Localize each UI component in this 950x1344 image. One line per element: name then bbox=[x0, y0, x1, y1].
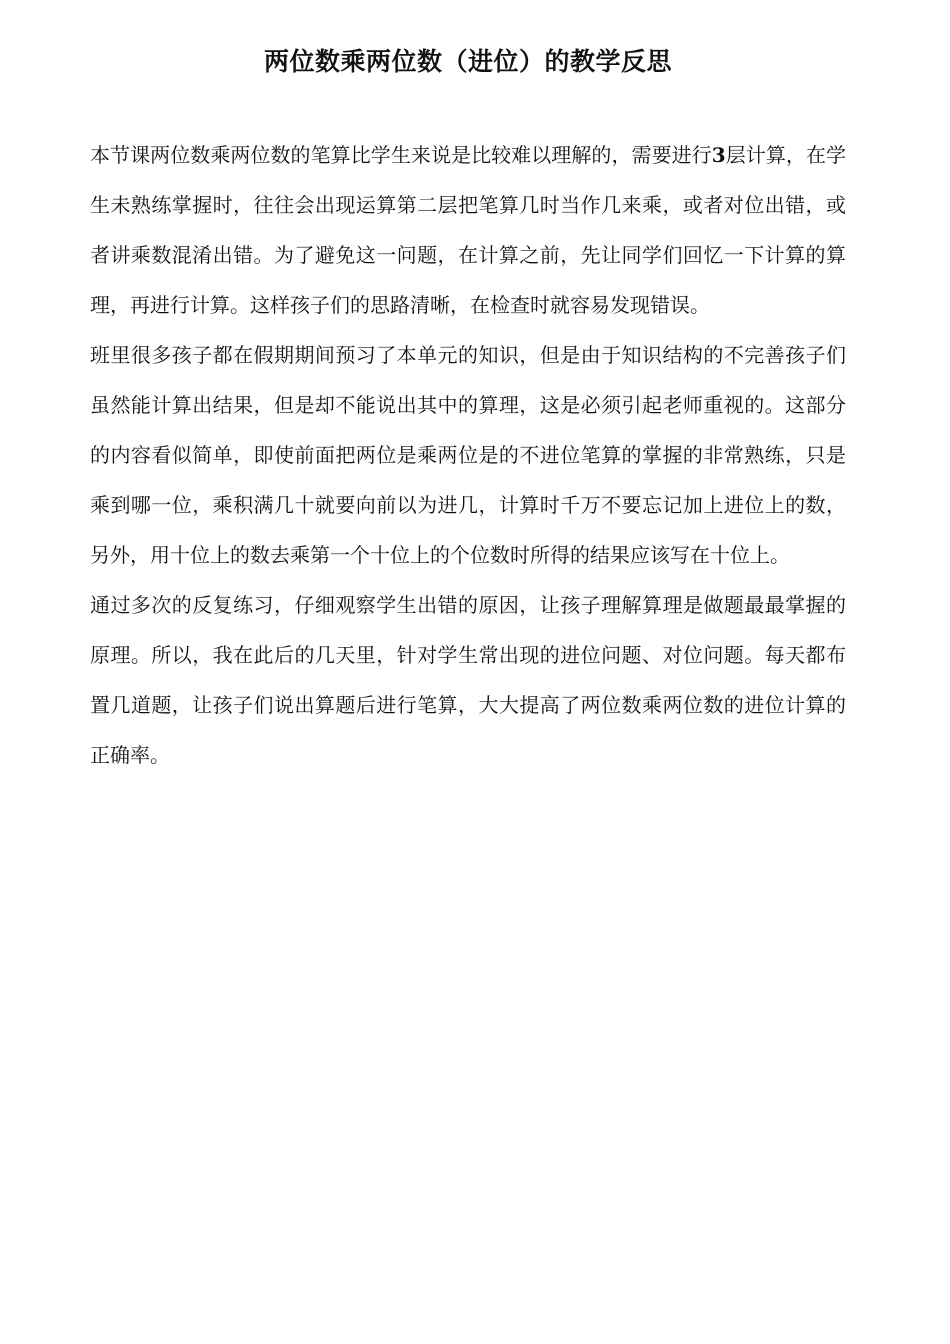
document-body bbox=[90, 130, 846, 780]
paragraph-3: 通过多次的反复练习，仔细观察学生出错的原因，让孩子理解算理是做题最最掌握的原理。所以，我在此后的几天里，针对学生常出现的进位问题、对位问题。每天都布置几道题，让孩子们说出算题后进行笔算，大大提高了两位数乘两位数的进位计算的正确率。 bbox=[90, 593, 846, 767]
paragraph-2: 班里很多孩子都在假期期间预习了本单元的知识，但是由于知识结构的不完善孩子们虽然能计算出结果，但是却不能说出其中的算理，这是必须引起老师重视的。这部分的内容看似简单，即使前面把两位是乘两位是的不进位笔算的掌握的非常熟练，只是乘到哪一位，乘积满几十就要向前以为进几，计算时千万不要忘记加上进位上的数，另外，用十位上的数去乘第一个十位上的个位数时所得的结果应该写在十位上。 bbox=[90, 343, 846, 567]
document-title: 两位数乘两位数（进位）的教学反思 bbox=[263, 47, 672, 76]
paragraph-1 bbox=[90, 130, 846, 330]
paragraph-1-text-before: 本节课两位数乘两位数的笔算比学生来说是比较难以理解的，需要进行 bbox=[90, 143, 712, 167]
paragraph-1-text-after: 层计算，在学生未熟练掌握时，往往会出现运算第二层把笔算几时当作几来乘，或者对位出错，或者讲乘数混淆出错。为了避免这一问题，在计算之前，先让同学们回忆一下计算的算理，再进行计算。这样孩子们的思路清晰，在检查时就容易发现错误。 bbox=[90, 143, 847, 317]
paragraph-1-bold-number: 3 bbox=[711, 143, 726, 167]
